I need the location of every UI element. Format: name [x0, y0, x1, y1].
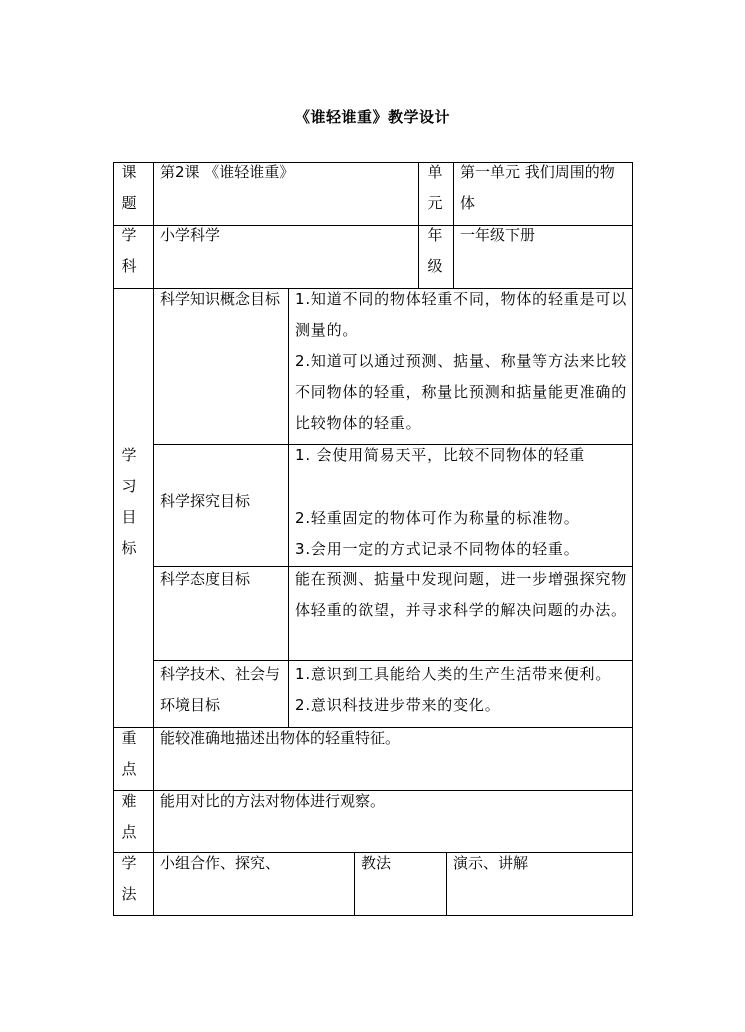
goal-sts-item-1: 1.意识到工具能给人类的生产生活带来便利。: [295, 665, 612, 683]
unit-label: 单元: [427, 163, 443, 212]
key-point-value: 能较准确地描述出物体的轻重特征。: [160, 729, 401, 747]
subject-label: 学科: [121, 226, 137, 275]
subject-value: 小学科学: [160, 226, 221, 244]
teaching-method-label: 教法: [361, 854, 392, 872]
goals-label: 学习目标: [121, 446, 137, 557]
lesson-value: 第2课 《谁轻谁重》: [160, 163, 295, 181]
goal-knowledge-item-1: 1.知道不同的物体轻重不同，物体的轻重是可以测量的。: [295, 290, 627, 339]
goal-attitude-item-1: 能在预测、掂量中发现问题，进一步增强探究物体轻重的欲望，并寻求科学的解决问题的办法。: [295, 570, 627, 619]
grade-value: 一年级下册: [460, 226, 536, 244]
document-title: 《谁轻谁重》教学设计: [294, 108, 450, 126]
teaching-method-value: 演示、讲解: [453, 854, 529, 872]
goal-knowledge-item-2: 2.知道可以通过预测、掂量、称量等方法来比较不同物体的轻重，称量比预测和掂量能更准确的比较物体的轻重。: [295, 352, 627, 432]
learning-method-label: 学法: [121, 854, 137, 903]
goal-sts-item-2: 2.意识科技进步带来的变化。: [295, 696, 501, 714]
difficulty-value: 能用对比的方法对物体进行观察。: [160, 792, 386, 810]
grade-label: 年级: [427, 226, 443, 275]
goal-inquiry-item-1: 1. 会使用简易天平，比较不同物体的轻重: [295, 446, 586, 464]
goal-inquiry-item-3: 3.会用一定的方式记录不同物体的轻重。: [295, 540, 580, 558]
goal-attitude-name: 科学态度目标: [160, 570, 251, 588]
difficulty-label: 难点: [121, 792, 137, 841]
learning-method-value: 小组合作、探究、: [160, 854, 281, 872]
key-point-label: 重点: [121, 729, 137, 778]
lesson-label: 课题: [121, 163, 137, 212]
goal-inquiry-item-2: 2.轻重固定的物体可作为称量的标准物。: [295, 509, 580, 527]
unit-value: 第一单元 我们周围的物体: [460, 163, 615, 212]
goal-inquiry-name: 科学探究目标: [160, 492, 251, 510]
goal-knowledge-name: 科学知识概念目标: [160, 290, 281, 308]
goal-sts-name: 科学技术、社会与环境目标: [160, 665, 281, 714]
